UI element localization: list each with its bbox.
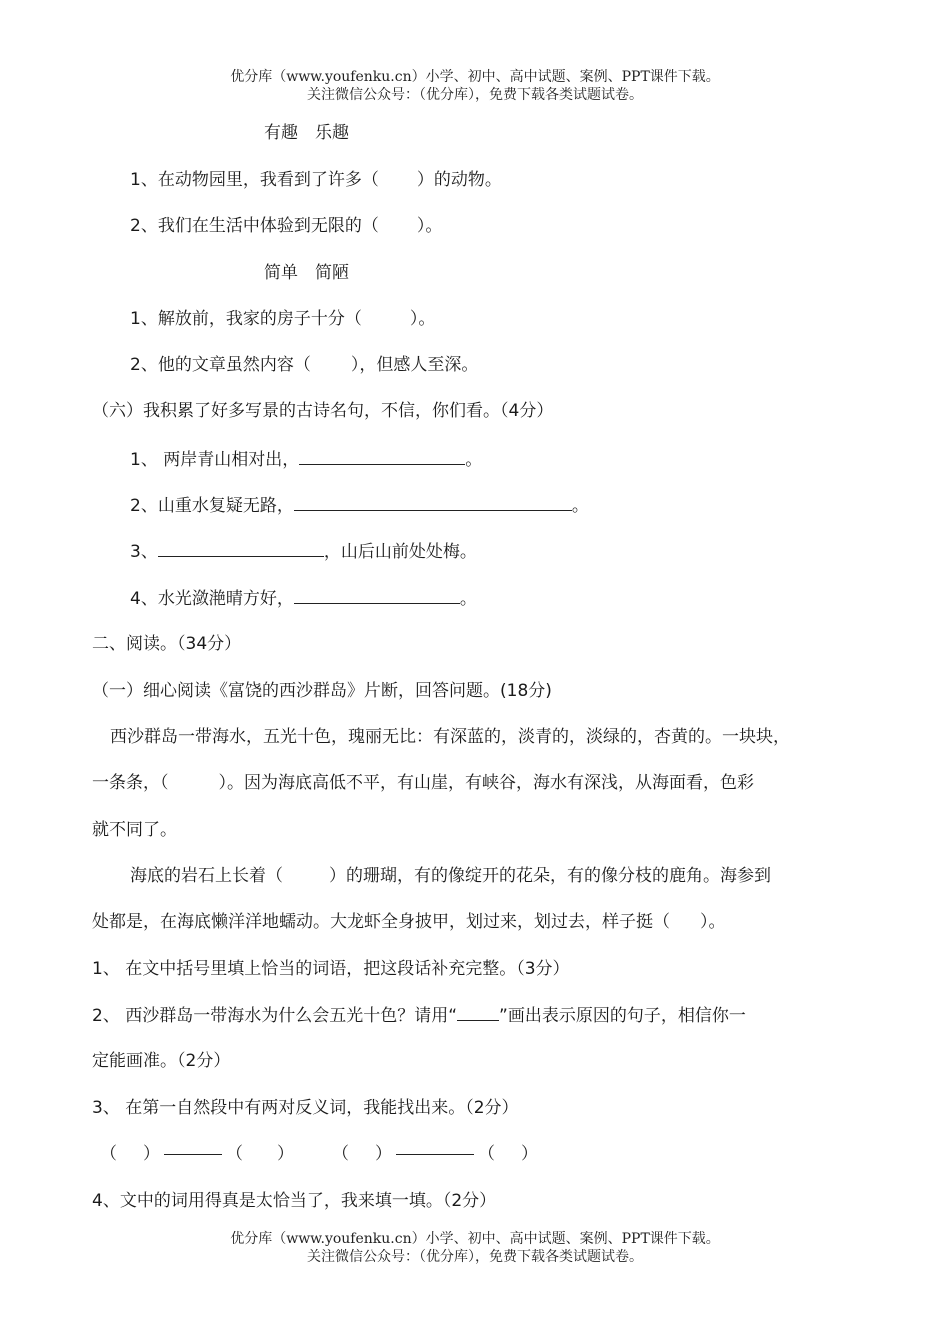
answer-blank[interactable] bbox=[299, 448, 465, 465]
word-pair-1-question-2: 2、我们在生活中体验到无限的（ ）。 bbox=[130, 216, 443, 236]
footer-line-1: 优分库（www.youfenku.cn）小学、初中、高中试题、案例、PPT课件下载。 bbox=[230, 1231, 720, 1247]
passage-p2-line-2: 处都是，在海底懒洋洋地蠕动。大龙虾全身披甲，划过来，划过去，样子挺（ ）。 bbox=[92, 912, 726, 932]
word-pair-2-question-2: 2、他的文章虽然内容（ ），但感人至深。 bbox=[130, 355, 479, 375]
underline-sample bbox=[457, 1004, 499, 1021]
passage-p1-line-3: 就不同了。 bbox=[92, 820, 177, 840]
pair-connector bbox=[396, 1143, 474, 1155]
word-pair-1: 有趣 乐趣 bbox=[264, 123, 349, 143]
passage-p1-line-1: 西沙群岛一带海水，五光十色，瑰丽无比：有深蓝的，淡青的，淡绿的，杏黄的。一块块， bbox=[110, 727, 790, 747]
poem-line-1: 1、 两岸青山相对出， 。 bbox=[130, 450, 483, 470]
question-2-line-2: 定能画准。（2分） bbox=[92, 1051, 231, 1071]
reading-1-title: （一）细心阅读《富饶的西沙群岛》片断，回答问题。(18分) bbox=[92, 681, 552, 701]
section-6-title: （六）我积累了好多写景的古诗名句，不信，你们看。（4分） bbox=[92, 401, 554, 421]
part-2-title: 二、阅读。（34分） bbox=[92, 634, 242, 654]
question-4: 4、文中的词用得真是太恰当了，我来填一填。（2分） bbox=[92, 1191, 497, 1211]
question-2-line-1: 2、 西沙群岛一带海水为什么会五光十色？请用“ ”画出表示原因的句子，相信你一 bbox=[92, 1006, 746, 1026]
answer-blank[interactable] bbox=[294, 587, 460, 604]
word-pair-1-question-1: 1、在动物园里，我看到了许多（ ）的动物。 bbox=[130, 170, 502, 190]
question-1: 1、 在文中括号里填上恰当的词语，把这段话补充完整。（3分） bbox=[92, 959, 570, 979]
antonym-pairs: （ ） （ ） （ ） （ ） bbox=[100, 1144, 538, 1164]
poem-line-4: 4、水光潋滟晴方好， 。 bbox=[130, 589, 477, 609]
header-line-2: 关注微信公众号：（优分库），免费下载各类试题试卷。 bbox=[307, 87, 643, 103]
poem-line-3: 3、 ，山后山前处处梅。 bbox=[130, 542, 477, 562]
passage-p2-line-1: 海底的岩石上长着（ ）的珊瑚，有的像绽开的花朵，有的像分枝的鹿角。海参到 bbox=[130, 866, 771, 886]
footer-line-2: 关注微信公众号：（优分库），免费下载各类试题试卷。 bbox=[307, 1249, 643, 1265]
header-line-1: 优分库（www.youfenku.cn）小学、初中、高中试题、案例、PPT课件下载。 bbox=[230, 69, 720, 85]
poem-line-2: 2、山重水复疑无路， 。 bbox=[130, 496, 589, 516]
answer-blank[interactable] bbox=[294, 494, 572, 511]
word-pair-2: 简单 简陋 bbox=[264, 263, 349, 283]
passage-p1-line-2: 一条条，（ ）。因为海底高低不平，有山崖，有峡谷，海水有深浅，从海面看，色彩 bbox=[92, 773, 754, 793]
question-3: 3、 在第一自然段中有两对反义词，我能找出来。（2分） bbox=[92, 1098, 519, 1118]
answer-blank[interactable] bbox=[158, 540, 324, 557]
word-pair-2-question-1: 1、解放前，我家的房子十分（ ）。 bbox=[130, 309, 436, 329]
pair-connector bbox=[164, 1143, 222, 1155]
